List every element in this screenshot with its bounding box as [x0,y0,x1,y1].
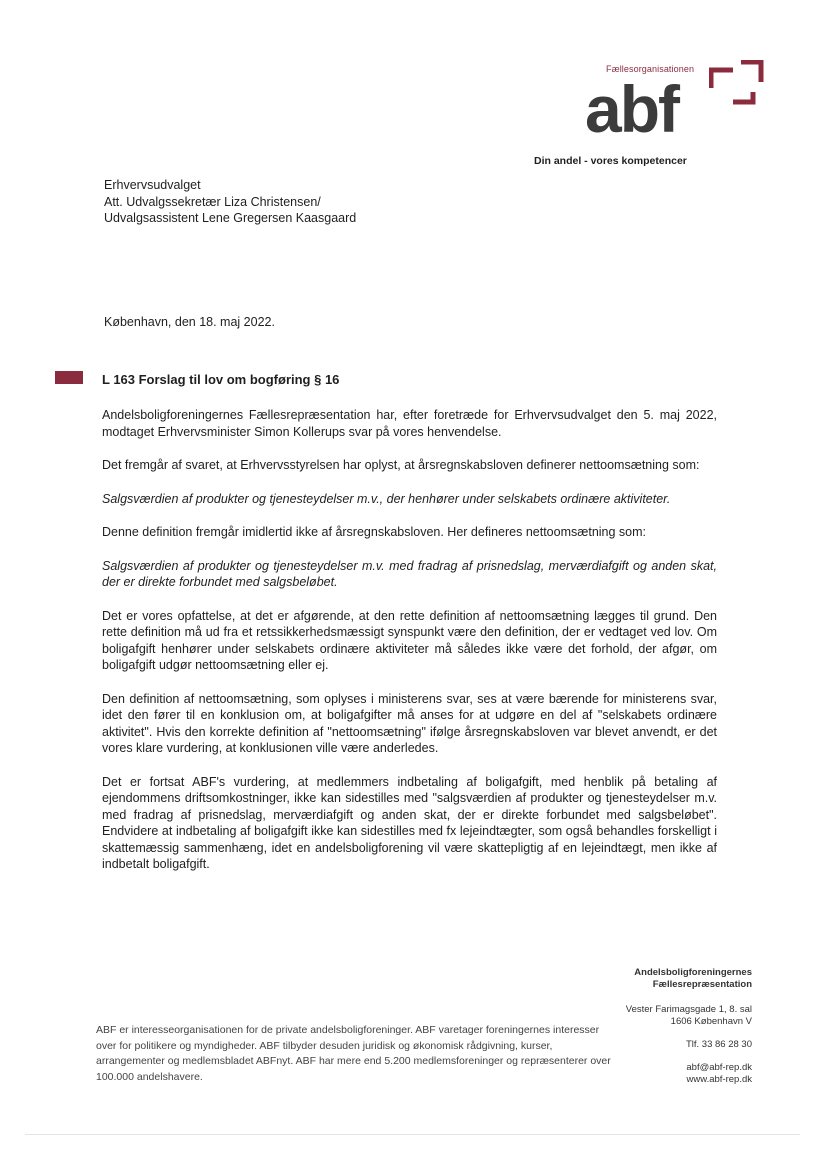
contact-phone: Tlf. 33 86 28 30 [685,1039,752,1050]
footer-blurb: ABF er interesseorganisationen for de private andelsboligforeninger. ABF varetager foreningernes interesser over for politikere og myndigheder. ABF tilbyder desuden juridisk og økonomisk rådgivning, kurser, arrangementer og medlemsbladet ABFnyt. ABF har mere end 5.200 medlemsforeninger og repræsenterer over 100.000 andelshavere. [96,1024,611,1083]
letter-body [102,407,717,890]
paragraph: Det fremgår af svaret, at Erhvervsstyrelsen har oplyst, at årsregnskabsloven definerer nettoomsætning som: [102,458,700,472]
logo-org-name: Fællesorganisationen [606,64,695,74]
recipient-line: Att. Udvalgssekretær Liza Christensen/ [104,194,321,209]
signature-block [634,967,752,991]
signature-line: Fællesrepræsentation [652,979,752,990]
recipient-line: Udvalgsassistent Lene Gregersen Kaasgaard [104,211,357,225]
logo-tagline: Din andel - vores kompetencer [534,155,687,167]
subject-marker [55,371,83,384]
contact-street: Vester Farimagsgade 1, 8. sal [625,1004,752,1015]
paragraph: Den definition af nettoomsætning, som oplyses i ministerens svar, ses at være bærende for ministerens svar, idet den fører til en konklusion om, at boligafgifter må anses for at udgøre en del af "selskabets ordinære aktivitet". Hvis den korrekte definition af "nettoomsætning" ifølge årsregnskabsloven var blevet anvendt, er det vores klare vurdering, at konklusionen ville være anderledes. [102,691,717,755]
subject-heading: L 163 Forslag til lov om bogføring § 16 [102,372,340,387]
contact-address [626,1004,752,1028]
dateline: København, den 18. maj 2022. [104,315,275,329]
bottom-divider [25,1134,800,1135]
contact-online [686,1062,752,1086]
paragraph: Det er vores opfattelse, at det er afgørende, at den rette definition af nettoomsætning lægges til grund. Den rette definition må ud fra et retssikkerhedsmæssigt synspunkt være den definition, der er vedtaget ved lov. Om boligafgift henhører under selskabets ordinære aktiviteter må således ikke være det forhold, der afgør, om boligafgift udgør nettoomsætning eller ej. [102,608,717,672]
recipient-line: Erhvervsudvalget [104,178,201,192]
contact-website[interactable]: www.abf-rep.dk [686,1074,752,1085]
logo-wordmark: abf [585,72,678,146]
paragraph: Denne definition fremgår imidlertid ikke af årsregnskabsloven. Her defineres nettoomsætning som: [102,525,647,539]
quoted-definition: Salgsværdien af produkter og tjenesteydelser m.v. med fradrag af prisnedslag, merværdiafgift og anden skat, der er direkte forbundet med salgsbeløbet. [102,558,717,589]
contact-city: 1606 København V [670,1016,752,1027]
recipient-block [104,177,356,227]
paragraph: Andelsboligforeningernes Fællesrepræsentation har, efter foretræde for Erhvervsudvalget den 5. maj 2022, modtaget Erhvervsminister Simon Kollerups svar på vores henvendelse. [102,408,717,439]
signature-line: Andelsboligforeningernes [634,967,752,978]
quoted-definition: Salgsværdien af produkter og tjenesteydelser m.v., der henhører under selskabets ordinære aktiviteter. [102,491,671,506]
logo-bracket-icon [709,60,765,110]
paragraph: Det er fortsat ABF's vurdering, at medlemmers indbetaling af boligafgift, med henblik på betaling af ejendommens driftsomkostninger, ikke kan sidestilles med "salgsværdien af produkter og tjenesteydelser m.v. med fradrag af prisnedslag, merværdiafgift og anden skat, der er direkte forbundet med salgsbeløbet". Endvidere at indbetaling af boligafgift ikke kan sidestilles med fx lejeindtægter, som også behandles forskelligt i skattemæssig sammenhæng, idet en andelsboligforening vil være skattepligtig af en lejeindtægt, men ikke af indbetalt boligafgift. [102,774,717,871]
contact-email[interactable]: abf@abf-rep.dk [686,1062,752,1073]
